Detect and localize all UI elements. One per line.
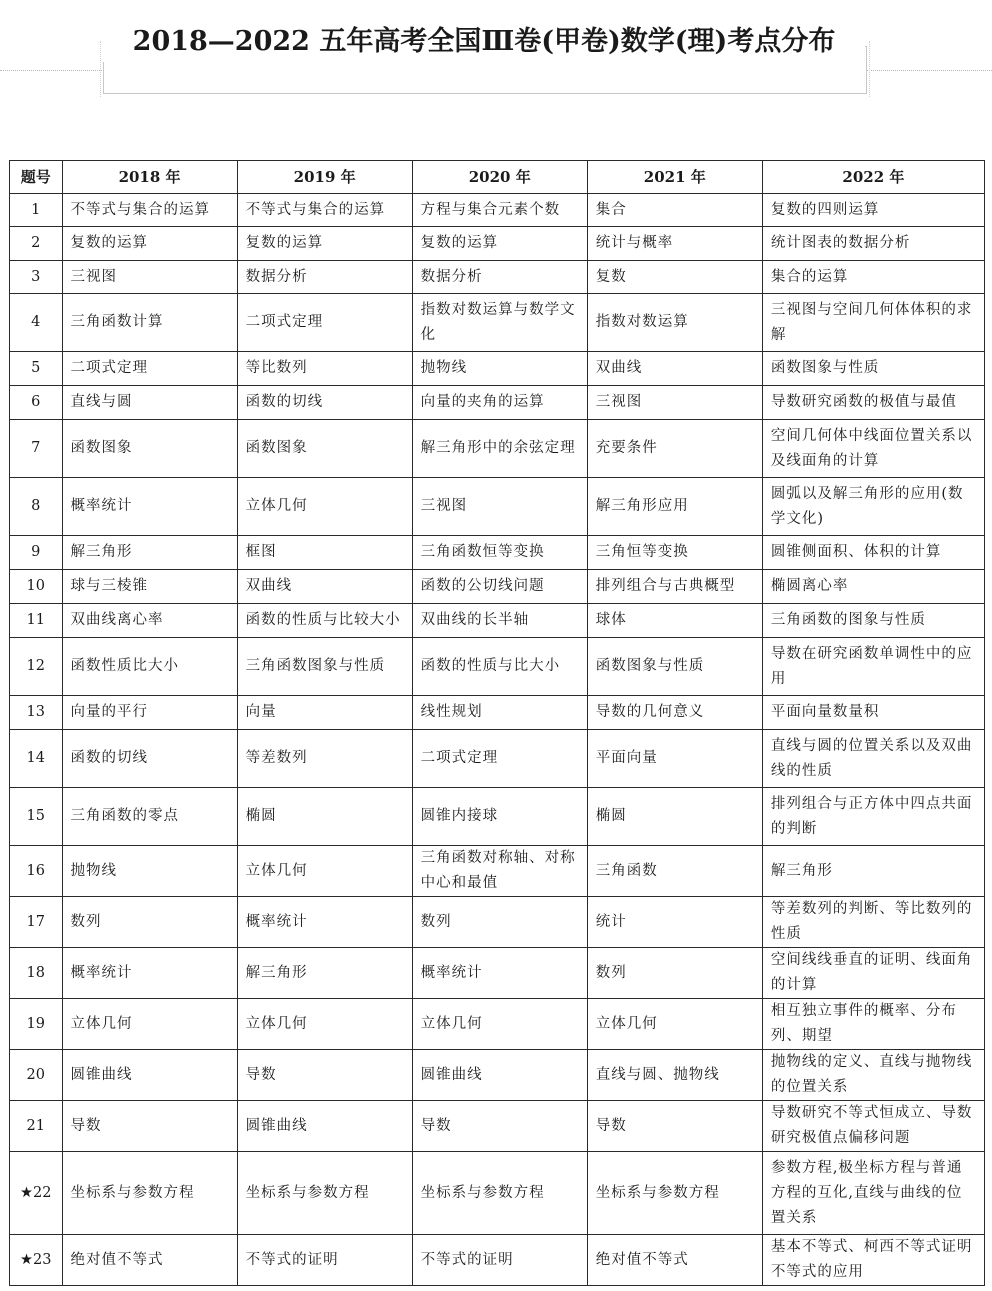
cell-topic-2022: 直线与圆的位置关系以及双曲线的性质 [762,730,984,788]
cell-topic-2020: 数据分析 [412,261,587,294]
cell-topic-2021: 直线与圆、抛物线 [587,1050,762,1101]
table-row [10,1152,985,1235]
cell-topic-2020: 函数的性质与比大小 [412,638,587,696]
table-row [10,730,985,788]
page-title: 2018—2022 五年高考全国Ⅲ卷(甲卷)数学(理)考点分布 [103,22,865,62]
header-year-2018: 2018 年 [62,161,237,194]
cell-topic-2022: 等差数列的判断、等比数列的性质 [762,897,984,948]
title-banner [0,0,992,110]
table-row [10,227,985,261]
cell-topic-2019: 函数的性质与比较大小 [237,604,412,638]
cell-question-number: 4 [10,294,63,352]
table-row [10,194,985,227]
table-row [10,352,985,386]
cell-question-number: 10 [10,570,63,604]
cell-topic-2022: 抛物线的定义、直线与抛物线的位置关系 [762,1050,984,1101]
cell-topic-2018: 立体几何 [62,999,237,1050]
cell-topic-2021: 绝对值不等式 [587,1235,762,1286]
cell-topic-2019: 双曲线 [237,570,412,604]
cell-topic-2022: 平面向量数量积 [762,696,984,730]
cell-topic-2021: 指数对数运算 [587,294,762,352]
cell-topic-2018: 函数图象 [62,420,237,478]
cell-topic-2018: 绝对值不等式 [62,1235,237,1286]
cell-topic-2019: 椭圆 [237,788,412,846]
cell-topic-2021: 统计 [587,897,762,948]
cell-topic-2021: 平面向量 [587,730,762,788]
table-row [10,1101,985,1152]
cell-question-number: ★22 [10,1152,63,1235]
cell-topic-2021: 导数的几何意义 [587,696,762,730]
cell-topic-2019: 复数的运算 [237,227,412,261]
cell-topic-2020: 抛物线 [412,352,587,386]
cell-topic-2021: 双曲线 [587,352,762,386]
cell-question-number: 21 [10,1101,63,1152]
cell-topic-2018: 向量的平行 [62,696,237,730]
cell-topic-2020: 二项式定理 [412,730,587,788]
table-row [10,948,985,999]
cell-topic-2020: 线性规划 [412,696,587,730]
cell-topic-2022: 导数研究不等式恒成立、导数研究极值点偏移问题 [762,1101,984,1152]
cell-topic-2022: 函数图象与性质 [762,352,984,386]
table-row [10,638,985,696]
cell-topic-2021: 解三角形应用 [587,478,762,536]
cell-topic-2019: 立体几何 [237,999,412,1050]
cell-topic-2019: 二项式定理 [237,294,412,352]
cell-topic-2018: 函数性质比大小 [62,638,237,696]
cell-question-number: 8 [10,478,63,536]
cell-topic-2019: 函数的切线 [237,386,412,420]
cell-topic-2020: 三视图 [412,478,587,536]
cell-topic-2018: 坐标系与参数方程 [62,1152,237,1235]
table-row [10,1050,985,1101]
cell-topic-2022: 圆锥侧面积、体积的计算 [762,536,984,570]
cell-question-number: 2 [10,227,63,261]
cell-topic-2019: 不等式与集合的运算 [237,194,412,227]
cell-topic-2018: 圆锥曲线 [62,1050,237,1101]
cell-topic-2019: 向量 [237,696,412,730]
cell-question-number: 7 [10,420,63,478]
cell-topic-2020: 指数对数运算与数学文化 [412,294,587,352]
cell-topic-2021: 三角函数 [587,846,762,897]
cell-topic-2020: 圆锥曲线 [412,1050,587,1101]
cell-topic-2020: 复数的运算 [412,227,587,261]
cell-topic-2018: 直线与圆 [62,386,237,420]
table-row [10,846,985,897]
cell-question-number: 20 [10,1050,63,1101]
cell-question-number: 16 [10,846,63,897]
cell-topic-2020: 概率统计 [412,948,587,999]
cell-topic-2022: 统计图表的数据分析 [762,227,984,261]
table-row [10,1235,985,1286]
cell-topic-2021: 坐标系与参数方程 [587,1152,762,1235]
table-row [10,696,985,730]
cell-topic-2022: 参数方程,极坐标方程与普通方程的互化,直线与曲线的位置关系 [762,1152,984,1235]
cell-topic-2018: 双曲线离心率 [62,604,237,638]
cell-topic-2020: 立体几何 [412,999,587,1050]
cell-topic-2021: 导数 [587,1101,762,1152]
cell-topic-2020: 三角函数对称轴、对称中心和最值 [412,846,587,897]
cell-topic-2018: 复数的运算 [62,227,237,261]
cell-topic-2020: 方程与集合元素个数 [412,194,587,227]
cell-topic-2020: 向量的夹角的运算 [412,386,587,420]
cell-topic-2019: 不等式的证明 [237,1235,412,1286]
cell-topic-2022: 椭圆离心率 [762,570,984,604]
cell-topic-2019: 三角函数图象与性质 [237,638,412,696]
cell-topic-2021: 球体 [587,604,762,638]
cell-question-number: 13 [10,696,63,730]
cell-topic-2018: 球与三棱锥 [62,570,237,604]
cell-topic-2018: 三视图 [62,261,237,294]
cell-question-number: 14 [10,730,63,788]
cell-topic-2019: 立体几何 [237,846,412,897]
cell-topic-2018: 三角函数的零点 [62,788,237,846]
cell-topic-2019: 圆锥曲线 [237,1101,412,1152]
cell-topic-2022: 圆弧以及解三角形的应用(数学文化) [762,478,984,536]
cell-topic-2020: 三角函数恒等变换 [412,536,587,570]
cell-topic-2021: 复数 [587,261,762,294]
cell-topic-2022: 排列组合与正方体中四点共面的判断 [762,788,984,846]
table-body [10,194,985,1286]
cell-topic-2020: 坐标系与参数方程 [412,1152,587,1235]
cell-topic-2020: 不等式的证明 [412,1235,587,1286]
cell-topic-2018: 概率统计 [62,948,237,999]
table-row [10,788,985,846]
cell-topic-2022: 导数在研究函数单调性中的应用 [762,638,984,696]
cell-topic-2021: 充要条件 [587,420,762,478]
header-question-number: 题号 [10,161,63,194]
cell-question-number: 1 [10,194,63,227]
cell-topic-2018: 函数的切线 [62,730,237,788]
cell-topic-2020: 圆锥内接球 [412,788,587,846]
cell-topic-2021: 椭圆 [587,788,762,846]
cell-question-number: 17 [10,897,63,948]
cell-topic-2021: 函数图象与性质 [587,638,762,696]
cell-topic-2019: 坐标系与参数方程 [237,1152,412,1235]
cell-topic-2022: 空间线线垂直的证明、线面角的计算 [762,948,984,999]
cell-topic-2018: 三角函数计算 [62,294,237,352]
table-row [10,999,985,1050]
cell-question-number: 5 [10,352,63,386]
table-row [10,420,985,478]
cell-topic-2022: 复数的四则运算 [762,194,984,227]
cell-question-number: 19 [10,999,63,1050]
cell-topic-2021: 三视图 [587,386,762,420]
cell-topic-2018: 解三角形 [62,536,237,570]
table-row [10,261,985,294]
cell-topic-2018: 数列 [62,897,237,948]
cell-topic-2018: 导数 [62,1101,237,1152]
cell-topic-2022: 三视图与空间几何体体积的求解 [762,294,984,352]
cell-topic-2019: 数据分析 [237,261,412,294]
table-row [10,294,985,352]
header-year-2021: 2021 年 [587,161,762,194]
cell-topic-2021: 集合 [587,194,762,227]
cell-question-number: 18 [10,948,63,999]
cell-question-number: 3 [10,261,63,294]
cell-topic-2022: 集合的运算 [762,261,984,294]
cell-topic-2022: 相互独立事件的概率、分布列、期望 [762,999,984,1050]
cell-topic-2019: 等比数列 [237,352,412,386]
cell-question-number: 11 [10,604,63,638]
table-row [10,478,985,536]
cell-topic-2022: 三角函数的图象与性质 [762,604,984,638]
cell-topic-2021: 三角恒等变换 [587,536,762,570]
cell-topic-2019: 概率统计 [237,897,412,948]
cell-topic-2019: 等差数列 [237,730,412,788]
cell-topic-2021: 数列 [587,948,762,999]
cell-topic-2018: 不等式与集合的运算 [62,194,237,227]
cell-topic-2021: 立体几何 [587,999,762,1050]
cell-topic-2019: 框图 [237,536,412,570]
exam-topic-table [9,160,985,1286]
table-row [10,604,985,638]
cell-topic-2018: 概率统计 [62,478,237,536]
cell-topic-2020: 数列 [412,897,587,948]
cell-question-number: 9 [10,536,63,570]
header-year-2022: 2022 年 [762,161,984,194]
cell-question-number: 6 [10,386,63,420]
cell-question-number: 12 [10,638,63,696]
cell-topic-2020: 解三角形中的余弦定理 [412,420,587,478]
header-year-2019: 2019 年 [237,161,412,194]
cell-topic-2021: 排列组合与古典概型 [587,570,762,604]
table-row [10,570,985,604]
cell-topic-2019: 立体几何 [237,478,412,536]
cell-topic-2022: 基本不等式、柯西不等式证明不等式的应用 [762,1235,984,1286]
table-row [10,386,985,420]
cell-topic-2022: 导数研究函数的极值与最值 [762,386,984,420]
cell-question-number: 15 [10,788,63,846]
cell-topic-2020: 函数的公切线问题 [412,570,587,604]
cell-topic-2018: 二项式定理 [62,352,237,386]
cell-topic-2022: 空间几何体中线面位置关系以及线面角的计算 [762,420,984,478]
cell-topic-2021: 统计与概率 [587,227,762,261]
cell-topic-2020: 双曲线的长半轴 [412,604,587,638]
cell-question-number: ★23 [10,1235,63,1286]
table-row [10,897,985,948]
header-year-2020: 2020 年 [412,161,587,194]
cell-topic-2020: 导数 [412,1101,587,1152]
cell-topic-2018: 抛物线 [62,846,237,897]
header-row [10,161,985,194]
cell-topic-2019: 解三角形 [237,948,412,999]
cell-topic-2022: 解三角形 [762,846,984,897]
cell-topic-2019: 导数 [237,1050,412,1101]
table-row [10,536,985,570]
cell-topic-2019: 函数图象 [237,420,412,478]
